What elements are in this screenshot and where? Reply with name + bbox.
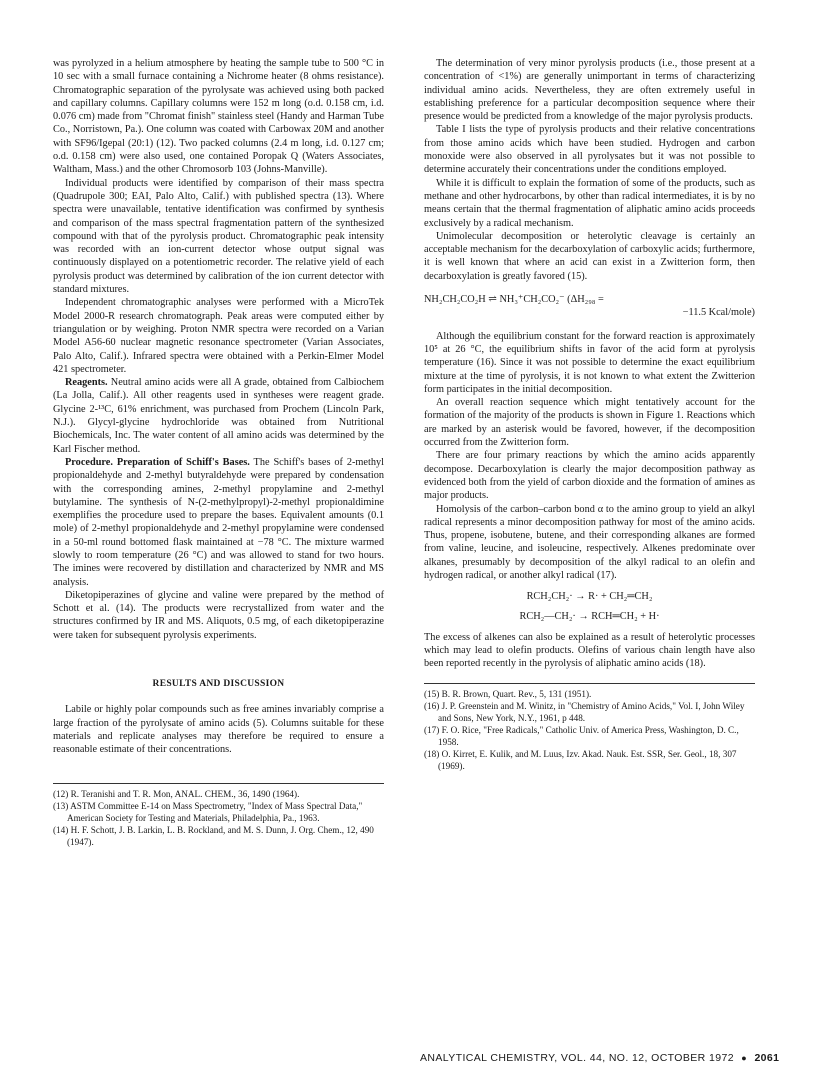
paragraph: Although the equilibrium constant for the forward reaction is approximately 10⁵ at 26 °C, the equilibrium shifts in favor of the acid form at pyrolysis temperature (16). Since it was not possible to determine the exact equilibrium mixture at the time of pyrolysis, it is not known to what extent the Zwitterion form participates in the initial decomposition.	[424, 330, 755, 395]
equation-radical-1: RCH₂CH₂· → R· + CH₂═CH₂	[526, 591, 653, 603]
paragraph: was pyrolyzed in a helium atmosphere by heating the sample tube to 500 °C in 10 sec with a small furnace containing a Nichrome heater (8 ohms resistance). Chromatographic separation of the pyrolysate was achieved using both packed and capillary columns. Capillary columns were 152 m long (o.d. 0.158 cm, i.d. 0.076 cm) made from "Chromat finish" stainless steel (Handy and Harman Tube Co., Norristown, Pa.). One column was coated with Carbowax 20M and another with SF96/Igepal (20:1) (12). Two packed columns (2.4 m long, i.d. 0.127 cm; o.d. 0.158 cm) were also used, one contained Poropak Q (Waters Associates, Waltham, Mass.) and the other Chromosorb 103 (Johns-Manville).	[53, 58, 384, 176]
paragraph: Labile or highly polar compounds such as free amines invariably comprise a large fraction of the pyrolysate of amino acids (5). Columns suitable for these materials and replicate analyses may therefore be required to ensure a reasonable estimate of their concentrations.	[53, 704, 384, 756]
paragraph: There are four primary reactions by which the amino acids apparently decompose. Decarboxylation is clearly the major decomposition pathway as evidenced both from the yield of carbon dioxide and the formation of amines as major products.	[424, 450, 755, 502]
equation-zwitterion: NH₂CH₂CO₂H ⇌ NH₃⁺CH₂CO₂⁻ (ΔH₂₉₈ =	[424, 294, 604, 306]
paragraph: An overall reaction sequence which might tentatively account for the formation of the majority of the products is shown in Figure 1. Reactions which are marked by an asterisk would be favored, however, if the decomposition occurred from the Zwitterion form.	[424, 397, 755, 449]
reference-item: (15) B. R. Brown, Quart. Rev., 5, 131 (1951).	[424, 688, 592, 699]
reference-list	[53, 788, 384, 848]
bullet-icon: ●	[741, 1053, 748, 1063]
paragraph-reagents	[53, 376, 384, 456]
reference-item: (18) O. Kirret, E. Kulik, and M. Luus, Izv. Akad. Nauk. Est. SSR, Ser. Geol., 18, 307 (1969).	[424, 748, 737, 771]
paragraph-text: The Schiff's bases of 2-methyl propionaldehyde and 2-methyl butyraldehyde were prepared by condensation with the corresponding amines, 2-methyl propylamine and 2-methyl butylamine. The synthesis of N-(2-methylpropyl)-2-methyl propionaldimine exemplifies the procedure used to prepare the bases. Equivalent amounts (0.1 mole) of 2-methyl propionaldehyde and 2-methyl propylamine were condensed in a 50-ml round bottomed flask maintained at −78 °C. The mixture warmed slowly to room temperature (26 °C) and was allowed to stand for two hours. The imines were recovered by distillation and characterized by NMR and MS analysis.	[53, 456, 385, 588]
equation-radical-2: RCH₂—CH₂· → RCH═CH₂ + H·	[519, 610, 660, 622]
reference-item: (17) F. O. Rice, "Free Radicals," Catholic Univ. of America Press, Washington, D. C., 1958.	[424, 724, 739, 747]
paragraph: Table I lists the type of pyrolysis products and their relative concentrations from those amino acids which have been studied. Hydrogen and carbon monoxide were also observed in all pyrolysates but it was not possible to determine accurately their concentrations under the conditions employed.	[424, 124, 755, 176]
paragraph: The excess of alkenes can also be explained as a result of heterolytic processes which may lead to olefin products. Olefins of various chain length have also been reported recently in the pyrolysis of aliphatic amino acids (18).	[424, 631, 755, 670]
reference-item: (12) R. Teranishi and T. R. Mon, ANAL. CHEM., 36, 1490 (1964).	[53, 788, 300, 799]
section-heading: RESULTS AND DISCUSSION	[152, 679, 285, 690]
paragraph: Unimolecular decomposition or heterolytic cleavage is certainly an acceptable mechanism for the decarboxylation of carboxylic acids; furthermore, it is well known that where an acid can exist in a Zwitterion form, then decarboxylation is greatly favored (15).	[424, 230, 755, 282]
left-column	[53, 57, 384, 848]
reference-item: (13) ASTM Committee E-14 on Mass Spectrometry, "Index of Mass Spectral Data," American Society for Testing and Materials, Philadelphia, Pa., 1963.	[53, 800, 363, 823]
right-column	[424, 57, 755, 772]
paragraph-text: Neutral amino acids were all A grade, obtained from Calbiochem (La Jolla, Calif.). All other reagents used in syntheses were reagent grade. Glycine 2-¹³C, 61% enrichment, was purchased from Prochem (Lincoln Park, N.J.). Glycyl-glycine hydrochloride was obtained from Nutritional Biochemicals, Inc. The water content of all amino acids was determined by the Karl Fischer method.	[53, 377, 384, 455]
footnote-divider	[424, 683, 755, 684]
footnote-divider	[53, 783, 384, 784]
paragraph: Diketopiperazines of glycine and valine were prepared by the method of Schott et al. (14). The products were recrystallized from water and the structures confirmed by IR and MS. Aliquots, 0.5 mg, of each diketopiperazine were taken for subsequent pyrolysis experiments.	[53, 589, 384, 641]
paragraph-procedure	[53, 456, 384, 589]
journal-citation: ANALYTICAL CHEMISTRY, VOL. 44, NO. 12, OCTOBER 1972	[420, 1052, 734, 1064]
equation-zwitterion-continued: −11.5 Kcal/mole)	[682, 307, 755, 319]
page-number: 2061	[754, 1052, 780, 1064]
paragraph: While it is difficult to explain the formation of some of the products, such as methane and other hydrocarbons, by other than radical intermediates, it is by no means certain that the thermal fragmentation of aliphatic amino acids proceeds exclusively by a radical mechanism.	[424, 177, 755, 229]
run-in-heading: Procedure. Preparation of Schiff's Bases.	[65, 456, 250, 468]
paragraph: Homolysis of the carbon–carbon bond α to the amino group to yield an alkyl radical represents a minor decomposition pathway for most of the amino acids. Thus, propene, isobutene, butene, and their corresponding alkanes are formed from valine, leucine, and isoleucine, respectively. Alkenes predominate over alkanes, presumably by decomposition of the alkyl radical to an olefin and hydrogen radical, or another alkyl radical (17).	[424, 503, 755, 581]
reference-item: (14) H. F. Schott, J. B. Larkin, L. B. Rockland, and M. S. Dunn, J. Org. Chem., 12, 490 (1947).	[53, 824, 374, 847]
page-footer	[420, 1052, 780, 1064]
reference-list	[424, 688, 755, 772]
run-in-heading: Reagents.	[65, 377, 108, 389]
paragraph: Individual products were identified by comparison of their mass spectra (Quadrupole 300; EAI, Palo Alto, Calif.) with published spectra (13). Where spectra were unavailable, tentative identification was confirmed by synthesis and comparison of the mass spectral fragmentation pattern of the synthesized compound with that of the pyrolysis product. Chromatographic peak intensity was recorded with an ion-current detector whose output signal was continuously displayed on a potentiometric recorder. The relative yield of each pyrolysis product was determined by calibration of the ion current detector with standard mixtures.	[53, 177, 384, 296]
paragraph: Independent chromatographic analyses were performed with a MicroTek Model 2000-R research chromatograph. Peak areas were computed either by triangulation or by weighing. Proton NMR spectra were recorded on a Varian Model A56-60 nuclear magnetic resonance spectrometer (Varian Associates, Palo Alto, Calif.). Infrared spectra were obtained with a Perkin-Elmer Model 421 spectrometer.	[53, 297, 384, 375]
reference-item: (16) J. P. Greenstein and M. Winitz, in "Chemistry of Amino Acids," Vol. I, John Wiley and Sons, New York, N.Y., 1961, p 448.	[424, 700, 745, 723]
paragraph: The determination of very minor pyrolysis products (i.e., those present at a concentration of <1%) are generally unimportant in terms of characterizing individual amino acids. Nevertheless, they are often extremely useful in establishing preference for a particular decomposition sequence where their presence would be predicted from a knowledge of the major pyrolysis products.	[424, 58, 755, 123]
